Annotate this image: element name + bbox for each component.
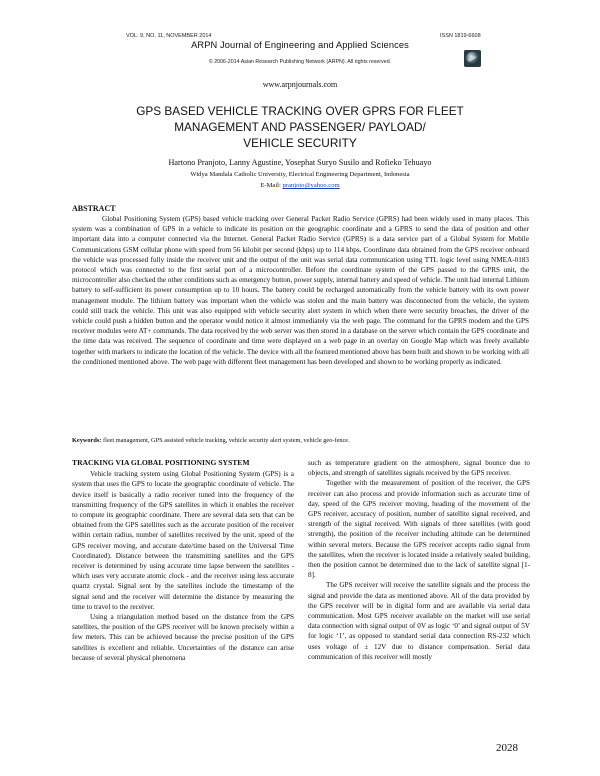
keywords-label: Keywords: bbox=[72, 437, 102, 444]
copyright-notice: © 2006-2014 Asian Research Publishing Network (ARPN). All rights reserved. bbox=[208, 59, 392, 65]
paragraph: The GPS receiver will receive the satellite signals and the process the signal and provide the data as mentioned above. All of the data provided by the GPS receiver will be in digital form and are available via serial data communication. Most GPS receiver available on the market will use serial data connection with signal output of 0V as logic ‘0’ and signal output of 5V for logic ‘1’, as opposed to standard serial data connection RS-232 which uses voltage of ± 12V due to distance compensation. Serial data communication of this receiver will mostly bbox=[308, 581, 530, 661]
abstract-heading: ABSTRACT bbox=[72, 204, 116, 213]
affiliation: Widya Mandala Catholic University, Electrical Engineering Department, Indonesia bbox=[190, 171, 410, 178]
paragraph: such as temperature gradient on the atmosphere, signal bounce due to objects, and strength of satellites signals received by the GPS receiver. bbox=[308, 459, 530, 478]
title-line-2: MANAGEMENT AND PASSENGER/ PAYLOAD/ bbox=[174, 120, 426, 134]
journal-logo-icon bbox=[464, 50, 481, 67]
right-column bbox=[308, 458, 530, 662]
paragraph: Using a triangulation method based on the distance from the GPS satellites, the position of the GPS receiver will be known precisely within a few meters. This can be achieved because the precise position of the GPS satellites is excellent and reliable. Uncertainties of the distance can arise because of several physical phenomena bbox=[72, 613, 294, 662]
title-line-1: GPS BASED VEHICLE TRACKING OVER GPRS FOR FLEET bbox=[136, 104, 464, 118]
keywords-text: fleet management, GPS assisted vehicle tracking, vehicle security alert system, vehicle geo-fence. bbox=[102, 437, 350, 444]
left-column bbox=[72, 458, 294, 663]
section-heading: TRACKING VIA GLOBAL POSITIONING SYSTEM bbox=[72, 458, 250, 467]
abstract-text: Global Positioning System (GPS) based vehicle tracking over General Packet Radio Service (GPRS) had been widely used in many places. This system was a combination of GPS in a vehicle to indicate its position on the geographic coordinate and a GPRS to send the data of position and other important data into a computer connected via the Internet. General Packet Radio Service (GPRS) is a data service part of a Global System for Mobile Communications GSM cellular phone with speed from 56 kilobit per second (kbps) up to 114 kbps. Coordinate data obtained from the GPS receiver onboard the vehicle was processed fully inside the receiver unit and the output of the unit was serial data communication using TTL logic level using NMEA-0183 protocol which was connected to the first serial port of a microcontroller. Before the coordinate system of the GPS passed to the GPRS unit, the microcontroller also checked the other conditions such as emergency button, power supply, internal battery and speed of vehicle. The unit had internal Lithium battery to self-sufficient its power consumption up to 10 hours. The battery could be recharged automatically from the vehicle battery with its own power management module. The lithium battery was important when the vehicle was stolen and the main battery was disconnected from the vehicle, the system could still track the vehicle. This unit was also equipped with vehicle security alert system in which when there were security breaches, the driver of the vehicle could push a hidden button and the operator would notice it almost immediately via the web page. The command for the GPRS modem and the GPS receiver modules were AT+ commands. The data received by the web server was then stored in a database on the server which contain the GPS coordinate and the time data was received. The sequence of coordinate and time were displayed on a web page in an overlay on Google Map which was freely available together with markers to indicate the location of the vehicle. The device with all the featured mentioned above has been built and shown to be working with all the conditioned mentioned above. The web page with different fleet management has been developed and shown to be working properly as indicated. bbox=[72, 215, 529, 366]
issn: ISSN 1819-6608 bbox=[440, 33, 481, 39]
email-line bbox=[0, 182, 600, 189]
page-number: 2028 bbox=[496, 742, 518, 754]
journal-url: www.arpnjournals.com bbox=[262, 80, 338, 89]
volume-info: VOL. 9, NO. 11, NOVEMBER 2014 bbox=[126, 33, 212, 39]
paragraph: Vehicle tracking system using Global Positioning System (GPS) is a system that uses the GPS to locate the geographic coordinate of vehicle. The device itself is basically a radio receiver tuned into the frequency of the transmitting frequency of the GPS satellites in which it enables the receiver to compute its geographic coordinate. There are several data sets that can be obtained from the GPS satellites such as the accurate position of the receiver within certain radius, number of satellites received by the unit, speed of the GPS receiver moving, and accurate date/time based on the Universal Time Coordinated). Distance between the transmitting satellites and the GPS receiver is determined by using accurate time lapse between the satellites - which uses very accurate atomic clock - and the receiver using less accurate quartz crystal. Signal sent by the satellites include the timestamp of the signal send and the receiver will determine the distance by measuring the time to travel to the receiver. bbox=[72, 470, 294, 611]
paper-title bbox=[70, 103, 530, 151]
email-label: E-Mail: bbox=[260, 182, 281, 189]
keywords-line bbox=[72, 437, 529, 444]
title-line-3: VEHICLE SECURITY bbox=[243, 136, 357, 150]
email-link[interactable]: pranjoto@yahoo.com bbox=[282, 182, 340, 189]
journal-name: ARPN Journal of Engineering and Applied Sciences bbox=[191, 40, 409, 50]
authors: Hartono Pranjoto, Lanny Agustine, Yosephat Suryo Susilo and Rofieko Tehuayo bbox=[168, 158, 432, 167]
paragraph: Together with the measurement of position of the receiver, the GPS receiver can also process and provide information such as accurate time of day, speed of the GPS receiver moving, heading of the movement of the GPS receiver, accuracy of position, number of satellite signal received, and strength of the signal received. With signals of three satellites (with good strength), the position of the receiver including altitude can be determined within several meters. Because the GPS receiver accepts radio signal from the satellites, when the receiver is located inside a relatively sealed building, then the position cannot be determined due to the lack of satellite signal [1-8]. bbox=[308, 479, 530, 580]
